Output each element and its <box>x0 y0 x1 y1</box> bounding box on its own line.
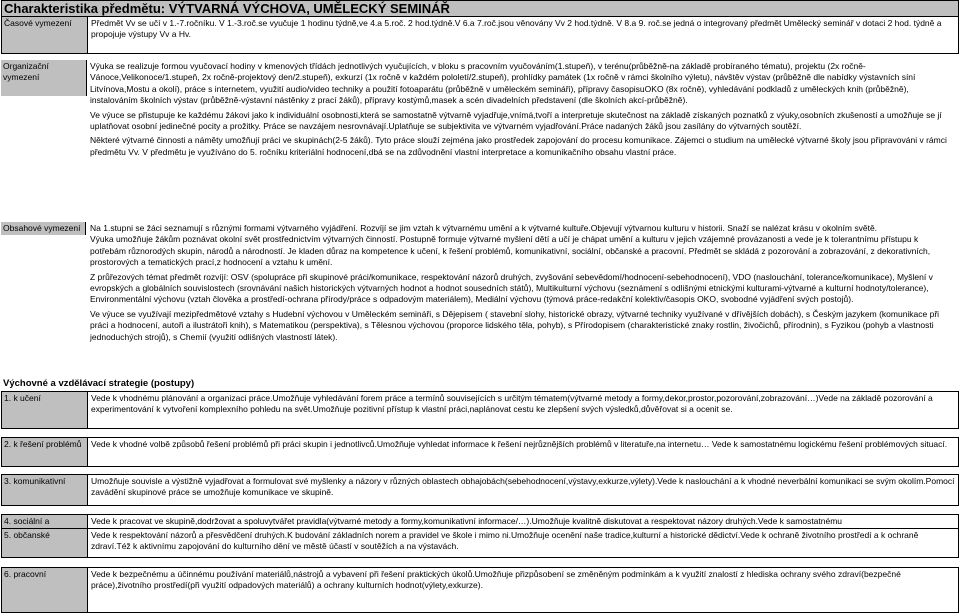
row-label: Časové vymezení <box>2 17 88 53</box>
row-label: Organizační vymezení <box>1 60 87 96</box>
paragraph: Výuka umožňuje žákům poznávat okolní svět prostřednictvím výtvarných činností. Postupně formuje výtvarné myšlení dětí a učí je chápat umění a kulturu v jejich vzájemné provázanosti a vede je k tolerantnímu přístupu k potřebám různorodých skupin, národů a národností. Je kladen důraz na kompetence k učení, k řešení problémů, komunikativní, sociální, občanské a pracovní. Předmět se skládá z pozorování a zobrazování, z dekorativních, prostorových a tematických prací,z hodnocení a vztahu k umění. <box>90 234 931 268</box>
strategy-row <box>1 528 959 558</box>
strategy-label: 2. k řešení problémů <box>2 438 88 466</box>
strategy-text: Vede k vhodnému plánování a organizaci práce.Umožňuje vyhledávání forem práce a termínů souvisejících s určitým tématem(výtvarné metody a formy,dekor,prostor,pozorování,zobrazování…)Vede na základě pozorování a experimentování k vytvoření komplexního pohledu na svět.Umožňuje pozitivní přístup k vlastní práci,naplánovat cestu ke zlepšení svých výsledků,důvěřovat si a ocenit se. <box>91 393 933 415</box>
strategy-row <box>1 474 959 506</box>
paragraph: Některé výtvarné činnosti a náměty umožňují práci ve skupinách(2-5 žáků). Tyto práce slouží zejména jako prostředek zapojování do procesu komunikace. Zájemci o studium na umělecké výtvarné školy jsou připravováni v rámci předmětu Vv. V předmětu je využíváno do 5. ročníku kriteriální hodnocení,dbá se na zdůvodnění vlastní interpretace a komunikačního obsahu vlastní práce. <box>90 135 947 157</box>
row-time-scope <box>1 16 959 54</box>
strategy-label: 3. komunikativní <box>2 475 88 505</box>
paragraph: Předmět Vv se učí v 1.-7.ročníku. V 1.-3.roč.se vyučuje 1 hodinu týdně,ve 4.a 5.roč. 2 hod.týdně.V 6.a 7.roč.jsou věnovány Vv 2 hod.týdně. V 8.a 9. roč.se jedná o integrovaný předmět Umělecký seminář v dotaci 2 hod. týdně a propojuje výstupy Vv a Hv. <box>91 18 942 40</box>
strategy-row <box>1 514 959 529</box>
paragraph: Ve výuce se přistupuje ke každému žákovi jako k individuální osobnosti,která se samostatně výtvarně vyjadřuje,vnímá,tvoří a interpretuje skutečnost na základě získaných poznatků z výuky,osobních zkušeností a umožňuje se jí uplatňovat osobní jedinečné pocity a prožitky. Práce se navzájem nesrovnávají.Uplatňuje se subjektivita ve výtvarném vyjadřování.Práce nadaných žáků jsou zasílány do výtvarných soutěží. <box>90 109 942 132</box>
strategy-row <box>1 391 959 429</box>
strategy-text: Vede k pracovat ve skupině,dodržovat a spoluvytvářet pravidla(výtvarné metody a formy,komunikativní informace/…).Umožňuje kvalitně diskutovat a respektovat názory druhých.Vede k samostatnému <box>91 516 843 526</box>
row-content <box>87 61 959 219</box>
strategy-row <box>1 567 959 613</box>
strategies-heading: Výchovné a vzdělávací strategie (postupy) <box>1 378 959 390</box>
strategy-label: 1. k učení <box>2 392 88 428</box>
paragraph: Z průřezových témat předmět rozvíjí: OSV (spolupráce při skupinové práci/komunikace, respektování názorů druhých, zvyšování sebevědomí/hodnocení-sebehodnocení), VDO (naslouchání, tolerance/komunikace), Myšlení v evropských a globálních souvislostech (srovnávání našich historických výtvarných hodnot a hodnot sousedních států), Multikulturní výchovu (seznámení s odlišnými etnickými kulturami-výtvarné a kulturní hodnoty/tolerance), Environmentální výchovu (vztah člověka a prostředí-ochrana přírody/práce s odpadovým materiálem), Mediální výchovu (týmová práce-redakční kolektiv/časopis OKO, svobodné vyjádření svých postojů). <box>90 271 933 305</box>
paragraph: Výuka se realizuje formou vyučovací hodiny v kmenových třídách jednotlivých vyučujících, v bloku s pracovním vyučováním(1.stupeň), v terénu(průběžně-na základě probíraného tématu), projektu (2x ročně-Vánoce,Velikonoce/1.stupeň, 2x ročně-projektový den/2.stupeň), exkurzí (1x ročně v každém pololetí/2.stupeň), prohlídky památek (1x ročně v rámci školního výletu), návštěv výstav (průběžně dle nabídky výstavních síní Litvínova,Mostu a okolí), práce s internetem, využití audio/video techniky a použití fotoaparátu (průběžně v uměleckém semináři), přípravy časopisuOKO (8x ročně), vyhledávání podkladů z uměleckých knih (průběžně), instalováním školních výstav (průběžně-výstavní nástěnky z prací žáků), přípravy kostýmů,masek a scén divadelních představení (dle školních akcí-průběžně). <box>90 61 916 106</box>
strategy-label: 4. sociální a <box>2 515 88 528</box>
strategy-row <box>1 437 959 467</box>
strategy-text: Umožňuje souvisle a výstižně vyjadřovat a formulovat své myšlenky a názory v různých oblastech obhajobách(sebehodnocení,výstavy,exkurze,výlety).Vede k naslouchání a k vhodné neverbální komunikaci se svým okolím.Pomocí zavádění skupinové práce se umožňuje komunikace ve skupině. <box>91 476 955 498</box>
strategy-label: 5. občanské <box>2 529 88 557</box>
strategy-text: Vede k vhodné volbě způsobů řešení problémů při práci skupin i jednotlivců.Umožňuje vyhledat informace k řešení nejrůznějších problémů v literatuře,na internetu… Vede k samostatnému logickému řešení problémových situací. <box>91 439 948 449</box>
row-content <box>87 223 959 379</box>
row-organization <box>1 60 959 218</box>
row-content-scope <box>1 222 959 378</box>
strategy-label: 6. pracovní <box>2 568 88 612</box>
row-label: Obsahové vymezení <box>1 222 86 235</box>
strategy-text: Vede k respektování názorů a přesvědčení druhých.K budování základních norem a pravidel ve škole i mimo ni.Umožňuje ocenění naše tradice,kulturní a historické dědictví.Vede k ochraně životního prostředí a k ochraně zdraví.Též k aktivnímu zapojování do kulturního dění ve městě účastí v soutěžích a na výstavách. <box>91 530 919 552</box>
paragraph: Ve výuce se využívají mezipředmětové vztahy s Hudební výchovou v Uměleckém semináři, s Dějepisem ( stavební slohy, historické obrazy, výtvarné techniky využívané v dřívějších dobách), s Českým jazykem (komunikace při práci a hodnocení, autoři a ilustrátoři knih), s Matematikou (perspektiva), s Tělesnou výchovou (proporce lidského těla, pohyb), s Přírodopisem (charakteristické znaky rostlin, živočichů, přírodnin), s Fyzikou (pohyb a vlastnosti jednoduchých strojů), s Chemií (využití odlišných vlastností látek). <box>90 308 940 342</box>
row-content <box>88 17 958 53</box>
strategy-text: Vede k bezpečnému a účinnému používání materiálů,nástrojů a vybavení při řešení praktických úkolů.Umožňuje přizpůsobení se změněným podmínkám a k využití znalostí z hlediska ochrany svého zdraví(bezpečné práce),životního prostředí(při využití odpadových materiálů) a ochrany kulturních hodnot(výlety,exkurze). <box>91 569 901 591</box>
paragraph: Na 1.stupni se žáci seznamují s různými formami výtvarného vyjádření. Rozvíjí se jim vztah k výtvarnému umění a k výtvarné kultuře.Objevují výtvarnou kulturu v historii. Snaží se nalézat krásu v okolním světě. <box>90 223 878 233</box>
page-title: Charakteristika předmětu: VÝTVARNÁ VÝCHOVA, UMĚLECKÝ SEMINÁŘ <box>1 0 959 17</box>
